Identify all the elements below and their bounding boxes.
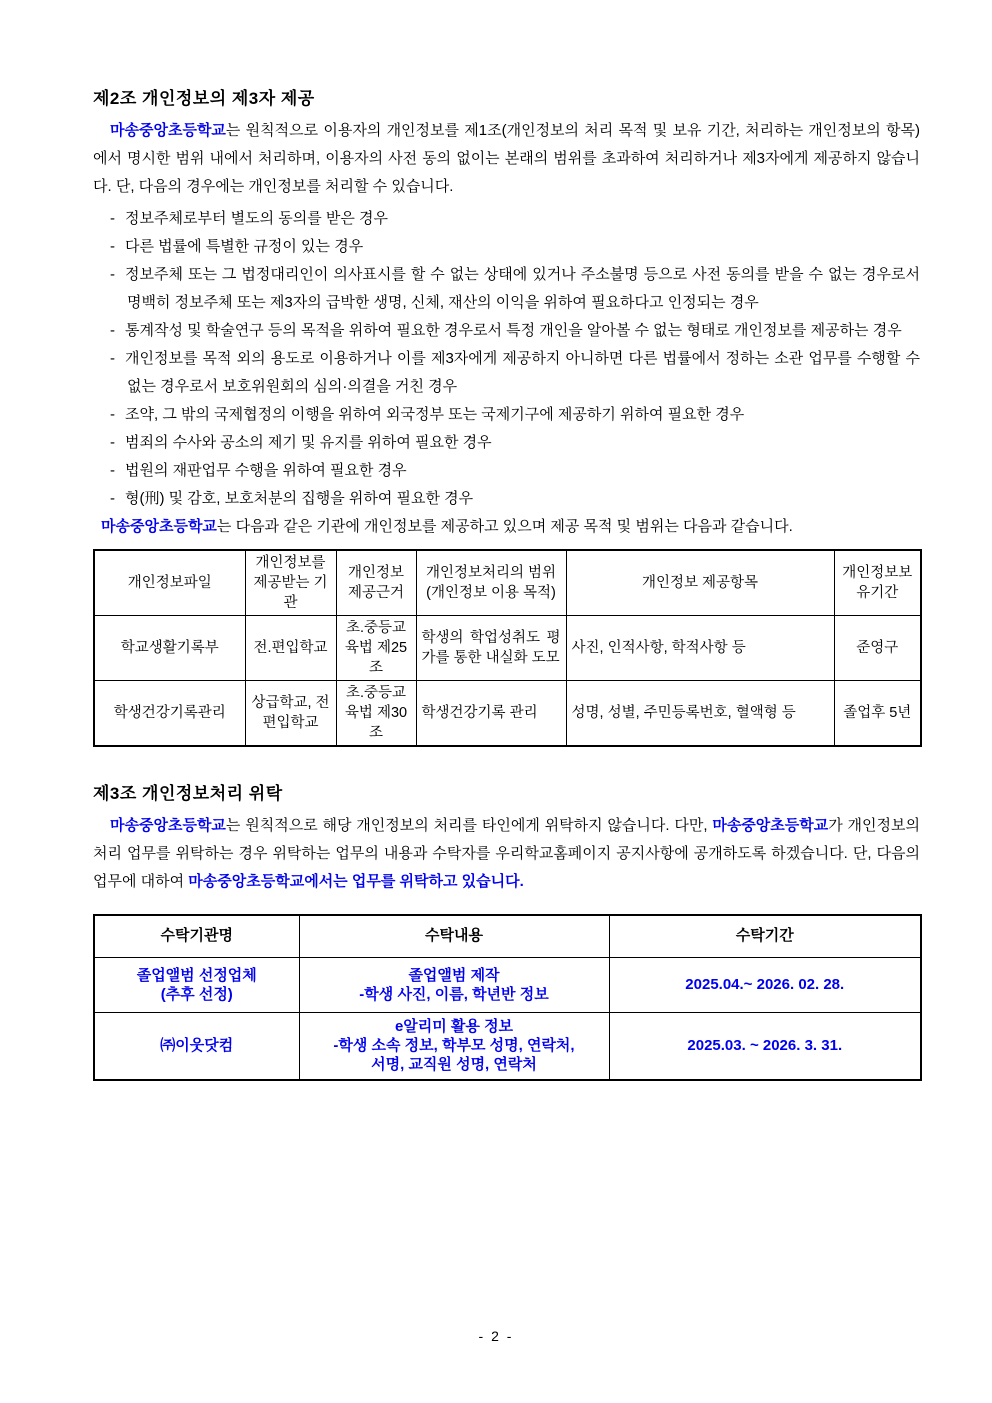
table-row xyxy=(94,957,921,1012)
school-name-text: 마송중앙초등학교에서는 업무를 위탁하고 있습니다. xyxy=(188,873,524,890)
table-row xyxy=(94,1012,921,1080)
list-item xyxy=(93,261,920,317)
cell-line: ㈜이웃닷컴 xyxy=(160,1037,234,1055)
list-item xyxy=(93,485,920,513)
body-text: 는 원칙적으로 해당 개인정보의 처리를 타인에게 위탁하지 않습니다. 다만, xyxy=(225,817,713,834)
table-cell: 상급학교, 전편입학교 xyxy=(245,681,336,747)
table-header-row xyxy=(94,550,921,616)
table-cell: 초.중등교육법 제30조 xyxy=(336,681,416,747)
school-name-text: 마송중앙초등학교 xyxy=(110,122,226,139)
consignment-table xyxy=(93,914,922,1081)
table-cell: 전.편입학교 xyxy=(245,616,336,681)
table-cell: 성명, 성별, 주민등록번호, 혈액형 등 xyxy=(566,681,834,747)
list-bullet: - xyxy=(110,210,115,227)
table-row xyxy=(94,681,921,747)
list-bullet: - xyxy=(110,434,115,451)
article2-intro-paragraph xyxy=(93,117,920,201)
list-item-text: 조약, 그 밖의 국제협정의 이행을 위하여 외국정부 또는 국제기구에 제공하기 위하여 필요한 경우 xyxy=(125,406,745,423)
cell-line: 졸업앨범 제작 xyxy=(408,966,500,984)
column-header: 수탁기간 xyxy=(609,915,921,957)
column-header: 개인정보를 제공받는 기관 xyxy=(245,550,336,616)
body-text: 가 개인정보의 처리 업무를 위탁하는 경우 위탁하는 업무의 내용과 수탁자를 우리학교홈페이지 공지사항에 공개하도록 하겠습니다. 단, 다음의 업무에 대하여 xyxy=(93,817,921,890)
list-bullet: - xyxy=(110,322,115,339)
document-content xyxy=(93,84,920,1081)
column-header: 개인정보파일 xyxy=(94,550,245,616)
table-cell: 초.중등교육법 제25조 xyxy=(336,616,416,681)
cell-line: -학생 사진, 이름, 학년반 정보 xyxy=(359,985,549,1003)
article2-heading: 제2조 개인정보의 제3자 제공 xyxy=(93,89,315,108)
column-header: 개인정보 제공항목 xyxy=(566,550,834,616)
article2-case-list xyxy=(93,205,920,513)
body-text: 는 원칙적으로 이용자의 개인정보를 제1조(개인정보의 처리 목적 및 보유 기간, 처리하는 개인정보의 항목)에서 명시한 범위 내에서 처리하며, 이용자의 사전 동의 없이는 본래의 범위를 초과하여 처리하거나 제3자에게 제공하지 않습니다. 단, 다음의 경우에는 개인정보를 처리할 수 있습니다. xyxy=(93,122,920,195)
school-name-text: 마송중앙초등학교 xyxy=(110,817,226,834)
column-header: 개인정보보유기간 xyxy=(834,550,921,616)
page-number: - 2 - xyxy=(478,1328,514,1344)
table-cell xyxy=(94,1012,299,1080)
body-text: 는 다음과 같은 기관에 개인정보를 제공하고 있으며 제공 목적 및 범위는 다음과 같습니다. xyxy=(216,518,793,535)
table-cell: 학교생활기록부 xyxy=(94,616,245,681)
table-cell xyxy=(299,957,609,1012)
list-bullet: - xyxy=(110,238,115,255)
table-cell: 학생건강기록관리 xyxy=(94,681,245,747)
list-item xyxy=(93,401,920,429)
list-item xyxy=(93,317,920,345)
list-item-text: 법원의 재판업무 수행을 위하여 필요한 경우 xyxy=(125,462,407,479)
table-cell: 학생의 학업성취도 평가를 통한 내실화 도모 xyxy=(416,616,566,681)
list-bullet: - xyxy=(110,406,115,423)
list-item-text: 정보주체로부터 별도의 동의를 받은 경우 xyxy=(125,210,389,227)
school-name-text: 마송중앙초등학교 xyxy=(101,518,217,535)
list-bullet: - xyxy=(110,490,115,507)
column-header: 수탁기관명 xyxy=(94,915,299,957)
cell-line: -학생 소속 정보, 학부모 성명, 연락처, xyxy=(333,1037,575,1055)
cell-line: 서명, 교직원 성명, 연락처 xyxy=(371,1056,537,1074)
list-item-text: 형(刑) 및 감호, 보호처분의 집행을 위하여 필요한 경우 xyxy=(125,490,474,507)
cell-line: 졸업앨범 선정업체 xyxy=(136,966,257,984)
school-name-text: 마송중앙초등학교 xyxy=(712,817,829,834)
list-item-text: 통계작성 및 학술연구 등의 목적을 위하여 필요한 경우로서 특정 개인을 알아볼 수 없는 형태로 개인정보를 제공하는 경우 xyxy=(125,322,902,339)
column-header: 수탁내용 xyxy=(299,915,609,957)
column-header: 개인정보 제공근거 xyxy=(336,550,416,616)
cell-line: (추후 선정) xyxy=(160,985,233,1003)
cell-line: e알리미 활용 정보 xyxy=(394,1018,514,1036)
table-cell: 2025.04.~ 2026. 02. 28. xyxy=(609,957,921,1012)
table-header-row xyxy=(94,915,921,957)
list-item-text: 정보주체 또는 그 법정대리인이 의사표시를 할 수 없는 상태에 있거나 주소불명 등으로 사전 동의를 받을 수 없는 경우로서 명백히 정보주체 또는 제3자의 급박한 생명, 신체, 재산의 이익을 위하여 필요하다고 인정되는 경우 xyxy=(125,266,920,311)
list-bullet: - xyxy=(110,350,115,367)
list-item-text: 개인정보를 목적 외의 용도로 이용하거나 이를 제3자에게 제공하지 아니하면 다른 법률에서 정하는 소관 업무를 수행할 수 없는 경우로서 보호위원회의 심의·의결을 거친 경우 xyxy=(125,350,920,395)
table-cell: 학생건강기록 관리 xyxy=(416,681,566,747)
list-bullet: - xyxy=(110,462,115,479)
table-row xyxy=(94,616,921,681)
table-cell: 사진, 인적사항, 학적사항 등 xyxy=(566,616,834,681)
list-item xyxy=(93,205,920,233)
list-item-text: 다른 법률에 특별한 규정이 있는 경우 xyxy=(125,238,364,255)
list-item xyxy=(93,233,920,261)
article3-intro-paragraph xyxy=(93,812,920,896)
list-item xyxy=(93,429,920,457)
list-bullet: - xyxy=(110,266,115,283)
table-cell: 준영구 xyxy=(834,616,921,681)
list-item-text: 범죄의 수사와 공소의 제기 및 유지를 위하여 필요한 경우 xyxy=(125,434,492,451)
list-item xyxy=(93,457,920,485)
table-cell xyxy=(94,957,299,1012)
list-item xyxy=(93,345,920,401)
article2-closing-paragraph xyxy=(93,513,920,541)
table-cell: 2025.03. ~ 2026. 3. 31. xyxy=(609,1012,921,1080)
table-cell xyxy=(299,1012,609,1080)
column-header: 개인정보처리의 범위(개인정보 이용 목적) xyxy=(416,550,566,616)
provision-table xyxy=(93,549,922,747)
table-cell: 졸업후 5년 xyxy=(834,681,921,747)
article3-heading: 제3조 개인정보처리 위탁 xyxy=(93,784,283,803)
